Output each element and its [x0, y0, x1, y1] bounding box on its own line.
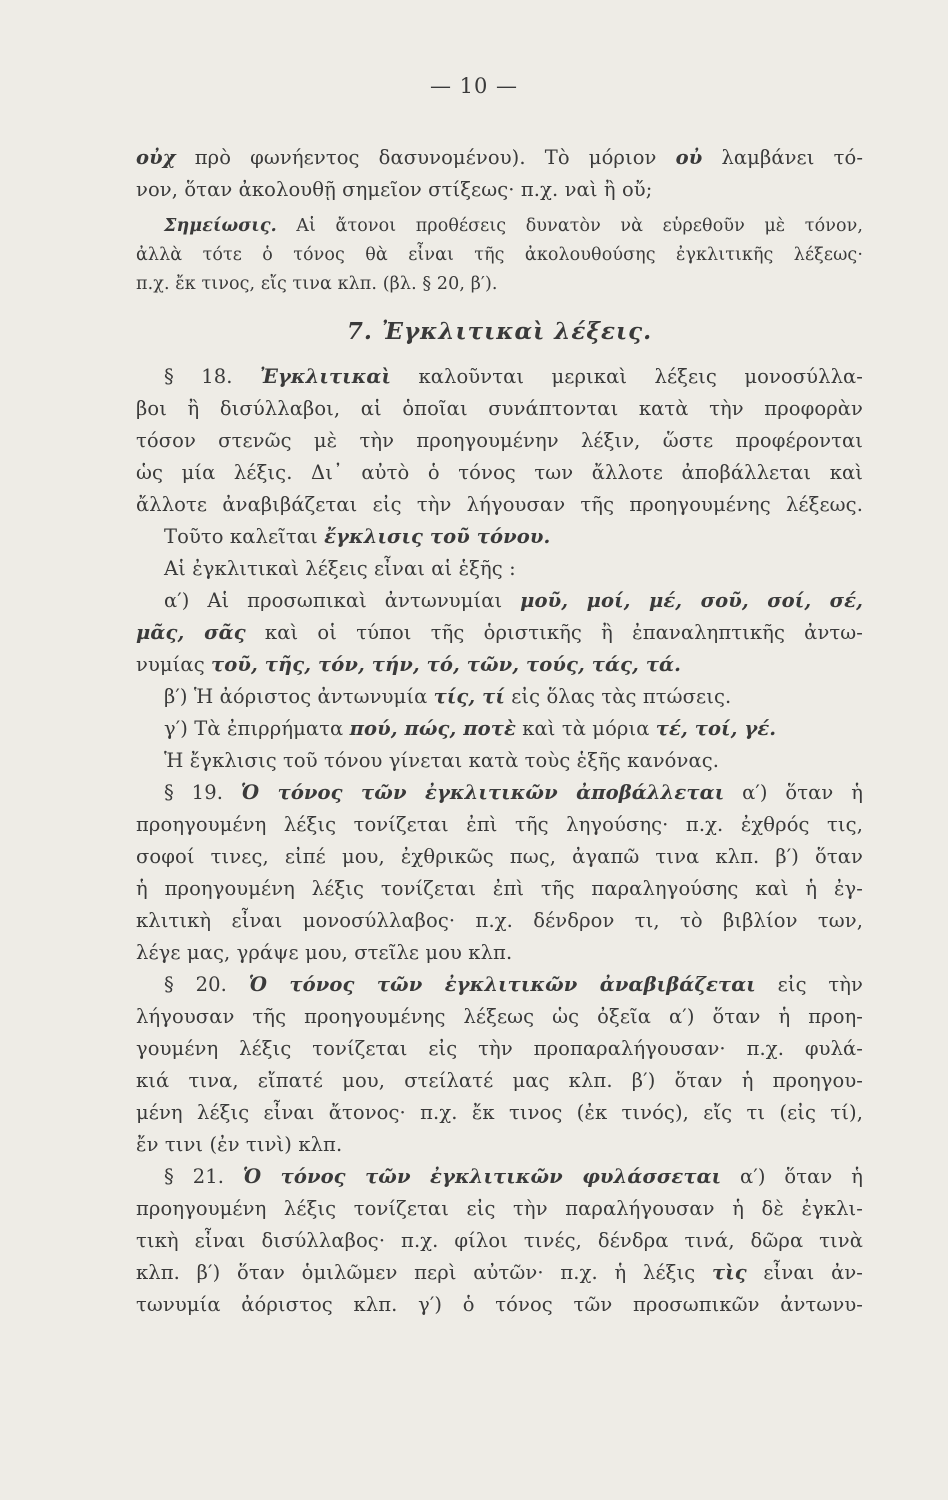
- text-run: β′) Ἡ ἀόριστος ἀντωνυμία: [164, 685, 434, 708]
- text-run: α′) Αἱ προσωπικαὶ ἀντωνυμίαι: [164, 589, 521, 612]
- text-line: [136, 713, 863, 745]
- text-line: τικὴ εἶναι δισύλλαβος· π.χ. φίλοι τινές, δένδρα τινά, δῶρα τινὰ: [136, 1229, 863, 1252]
- text-run: καὶ οἱ τύποι τῆς ὁριστικῆς ἢ ἐπαναληπτικῆς ἀντω-: [245, 621, 863, 644]
- emphasis: οὐ: [675, 146, 703, 169]
- text-line: κιά τινα, εἴπατέ μου, στείλατέ μας κλπ. β′) ὅταν ἡ προηγου-: [136, 1069, 863, 1092]
- emphasis: Ἐγκλιτικαὶ: [259, 365, 392, 388]
- text-run: εἰς ὅλας τὰς πτώσεις.: [504, 685, 732, 708]
- text-line: βοι ἢ δισύλλαβοι, αἱ ὁποῖαι συνάπτονται κατὰ τὴν προφορὰν: [136, 397, 863, 420]
- text-run: καὶ τὰ μόρια: [515, 717, 656, 740]
- text-line: [136, 617, 863, 649]
- text-line: ἀλλὰ τότε ὁ τόνος θὰ εἶναι τῆς ἀκολουθούσης ἐγκλιτικῆς λέξεως·: [136, 245, 863, 265]
- text-run: κλπ. β′) ὅταν ὁμιλῶμεν περὶ αὐτῶν· π.χ. ἡ λέξις: [136, 1261, 712, 1284]
- emphasis: τὶς: [711, 1261, 747, 1284]
- emphasis: Ὁ τόνος τῶν ἐγκλιτικῶν ἀναβιβάζεται: [248, 973, 756, 996]
- text-line: ἔν τινι (ἐν τινὶ) κλπ.: [136, 1133, 343, 1156]
- text-line: μένη λέξις εἶναι ἄτονος· π.χ. ἔκ τινος (ἐκ τινός), εἴς τι (εἰς τί),: [136, 1101, 863, 1124]
- emphasis: τέ, τοί, γέ.: [655, 717, 777, 740]
- text-line: προηγουμένη λέξις τονίζεται ἐπὶ τῆς ληγούσης· π.χ. ἐχθρός τις,: [136, 813, 863, 836]
- text-line: ἄλλοτε ἀναβιβάζεται εἰς τὴν λήγουσαν τῆς προηγουμένης λέξεως.: [136, 493, 863, 516]
- text-run: εἶναι ἀν-: [746, 1261, 863, 1284]
- text-run: πρὸ φωνήεντος δασυνομένου). Τὸ μόριον: [175, 146, 676, 169]
- text-run: Αἱ ἄτονοι προθέσεις δυνατὸν νὰ εὑρεθοῦν μὲ τόνον,: [276, 216, 863, 236]
- text-line: ὡς μία λέξις. Δι᾽ αὐτὸ ὁ τόνος των ἄλλοτε ἀποβάλλεται καὶ: [136, 461, 863, 484]
- note-label: Σημείωσις.: [164, 216, 277, 236]
- section-heading: 7. Ἐγκλιτικαὶ λέξεις.: [346, 318, 653, 345]
- emphasis: Ὁ τόνος τῶν ἐγκλιτικῶν φυλάσσεται: [242, 1165, 722, 1188]
- text-run: εἰς τὴν: [755, 973, 863, 996]
- text-line: [136, 969, 863, 1001]
- text-line: [136, 212, 863, 241]
- text-run: α′) ὅταν ἡ: [721, 1165, 863, 1188]
- section-number: § 20.: [164, 973, 249, 996]
- emphasis: τοῦ, τῆς, τόν, τήν, τό, τῶν, τούς, τάς, τά.: [211, 653, 682, 676]
- text-run: α′) ὅταν ἡ: [724, 781, 863, 804]
- section-number: § 18.: [164, 365, 260, 388]
- text-line: [136, 1257, 863, 1289]
- note-block: [136, 212, 863, 299]
- text-line: λήγουσαν τῆς προηγουμένης λέξεως ὡς ὀξεῖα α′) ὅταν ἡ προη-: [136, 1005, 863, 1028]
- section-number: § 21.: [164, 1165, 243, 1188]
- body-text: [136, 142, 863, 1321]
- emphasis: μᾶς, σᾶς: [136, 621, 246, 644]
- emphasis: Ὁ τόνος τῶν ἐγκλιτικῶν ἀποβάλλεται: [240, 781, 725, 804]
- emphasis: τίς, τί: [433, 685, 505, 708]
- emphasis: ἔγκλισις τοῦ τόνου.: [324, 525, 551, 548]
- text-line: [136, 142, 863, 174]
- text-run: Τοῦτο καλεῖται: [164, 525, 325, 548]
- text-line: γουμένη λέξις τονίζεται εἰς τὴν προπαραλήγουσαν· π.χ. φυλά-: [136, 1037, 863, 1060]
- text-line: Αἱ ἐγκλιτικαὶ λέξεις εἶναι αἱ ἑξῆς :: [164, 557, 516, 580]
- text-line: Ἡ ἔγκλισις τοῦ τόνου γίνεται κατὰ τοὺς ἑξῆς κανόνας.: [164, 749, 720, 772]
- text-line: π.χ. ἔκ τινος, εἴς τινα κλπ. (βλ. § 20, β′).: [136, 274, 498, 294]
- text-line: ἡ προηγουμένη λέξις τονίζεται ἐπὶ τῆς παραληγούσης καὶ ἡ ἐγ-: [136, 877, 863, 900]
- emphasis: μοῦ, μοί, μέ, σοῦ, σοί, σέ,: [520, 589, 863, 612]
- text-run: νυμίας: [136, 653, 212, 676]
- section-number: § 19.: [164, 781, 241, 804]
- text-line: [136, 681, 863, 713]
- text-run: γ′) Τὰ ἐπιρρήματα: [164, 717, 350, 740]
- page-number: — 10 —: [429, 74, 519, 98]
- emphasis: πού, πώς, ποτὲ: [349, 717, 516, 740]
- text-line: τόσον στενῶς μὲ τὴν προηγουμένην λέξιν, ὥστε προφέρονται: [136, 429, 863, 452]
- text-line: [136, 1161, 863, 1193]
- text-run: καλοῦνται μερικαὶ λέξεις μονοσύλλα-: [391, 365, 863, 388]
- text-line: [136, 585, 863, 617]
- emphasis: οὐχ: [136, 146, 176, 169]
- text-line: τωνυμία ἀόριστος κλπ. γ′) ὁ τόνος τῶν προσωπικῶν ἀντωνυ-: [136, 1293, 863, 1316]
- text-line: λέγε μας, γράψε μου, στεῖλε μου κλπ.: [136, 941, 513, 964]
- text-line: [136, 521, 863, 553]
- text-line: [136, 649, 863, 681]
- text-line: κλιτικὴ εἶναι μονοσύλλαβος· π.χ. δένδρον τι, τὸ βιβλίον των,: [136, 909, 863, 932]
- text-line: προηγουμένη λέξις τονίζεται εἰς τὴν παραλήγουσαν ἡ δὲ ἐγκλι-: [136, 1197, 863, 1220]
- text-line: [136, 361, 863, 393]
- text-line: [136, 777, 863, 809]
- text-line: νον, ὅταν ἀκολουθῇ σημεῖον στίξεως· π.χ. ναὶ ἢ οὔ;: [136, 178, 653, 201]
- text-line: σοφοί τινες, εἰπέ μου, ἐχθρικῶς πως, ἀγαπῶ τινα κλπ. β′) ὅταν: [136, 845, 863, 868]
- text-run: λαμβάνει τό-: [702, 146, 864, 169]
